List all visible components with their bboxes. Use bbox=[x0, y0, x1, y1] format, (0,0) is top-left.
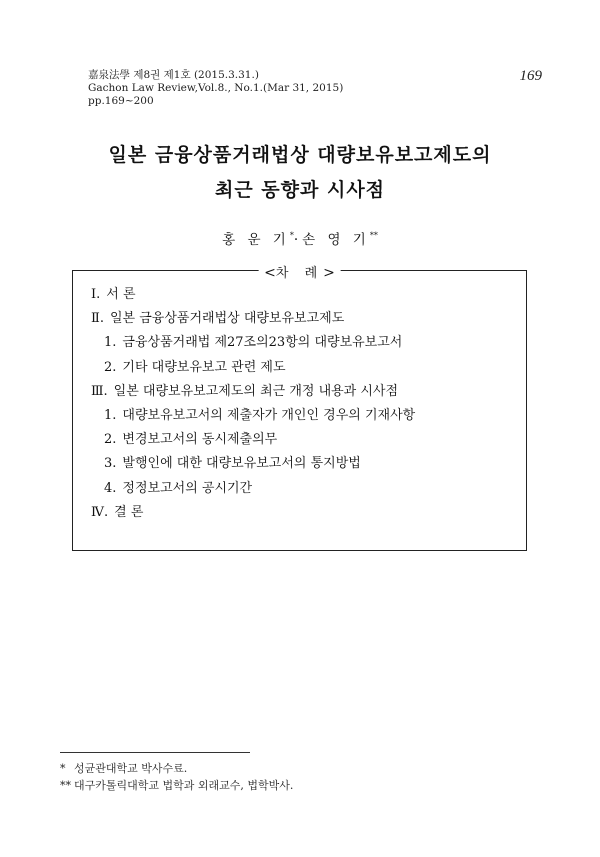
journal-korean: 嘉泉法學 제8권 제1호 (2015.3.31.) bbox=[88, 69, 259, 81]
toc-item-section-2-1[interactable] bbox=[73, 331, 526, 355]
toc-item-number: Ⅱ. bbox=[91, 311, 104, 327]
toc-item-label: 일본 대량보유보고제도의 최근 개정 내용과 시사점 bbox=[113, 383, 399, 399]
toc-bracket-left: < bbox=[264, 265, 276, 281]
toc-item-label: 결 론 bbox=[114, 504, 144, 520]
toc-item-label: 기타 대량보유보고 관련 제도 bbox=[122, 359, 286, 375]
toc-item-number: Ⅳ. bbox=[91, 504, 109, 520]
toc-item-number: 2. bbox=[104, 359, 117, 375]
footnote-mark: ** bbox=[60, 779, 71, 792]
toc-item-number: 2. bbox=[104, 432, 117, 448]
toc-item-label: 일본 금융상품거래법상 대량보유보고제도 bbox=[109, 311, 345, 327]
toc-item-number: 4. bbox=[104, 480, 117, 496]
toc-title-text: 차 례 bbox=[275, 266, 324, 281]
toc-item-section-3-4[interactable] bbox=[73, 477, 526, 501]
toc-heading bbox=[258, 262, 341, 281]
toc-item-label: 정정보고서의 공시기간 bbox=[122, 480, 253, 496]
toc-item-number: 1. bbox=[104, 407, 117, 423]
article-title-line1: 일본 금융상품거래법상 대량보유보고제도의 bbox=[108, 144, 492, 166]
footnote-text: 대구카톨릭대학교 법학과 외래교수, 법학박사. bbox=[74, 779, 294, 792]
page-number: 169 bbox=[519, 68, 542, 84]
toc-item-label: 대량보유보고서의 제출자가 개인인 경우의 기재사항 bbox=[122, 407, 416, 423]
toc-bracket-right: > bbox=[323, 265, 335, 281]
toc-item-section-3-1[interactable] bbox=[73, 404, 526, 428]
toc-item-label: 금융상품거래법 제27조의23항의 대량보유보고서 bbox=[122, 335, 403, 351]
journal-pages: pp.169~200 bbox=[88, 95, 154, 107]
article-title-line2: 최근 동향과 시사점 bbox=[214, 179, 386, 201]
journal-info bbox=[88, 69, 343, 108]
toc-item-label: 변경보고서의 동시제출의무 bbox=[122, 432, 278, 448]
toc-item-number: Ⅰ. bbox=[91, 287, 101, 302]
toc-item-label: 발행인에 대한 대량보유보고서의 통지방법 bbox=[122, 456, 361, 472]
toc-item-intro[interactable] bbox=[73, 283, 526, 307]
author-separator: · bbox=[293, 232, 303, 248]
footnote-divider bbox=[60, 752, 250, 753]
author-son-footnote-mark[interactable]: ** bbox=[369, 230, 378, 240]
authors bbox=[0, 228, 600, 248]
journal-english: Gachon Law Review,Vol.8., No.1.(Mar 31, 2015) bbox=[88, 82, 344, 94]
footnote-1 bbox=[60, 760, 293, 777]
toc-item-conclusion[interactable] bbox=[73, 501, 526, 525]
toc-item-section-3[interactable] bbox=[73, 380, 526, 404]
toc-item-label: 서 론 bbox=[106, 287, 136, 302]
author-hong: 홍 운 기 bbox=[222, 232, 290, 248]
footnote-text: 성균관대학교 박사수료. bbox=[74, 762, 188, 775]
toc-item-section-2[interactable] bbox=[73, 307, 526, 331]
footnote-mark: * bbox=[60, 762, 66, 775]
toc-item-section-3-3[interactable] bbox=[73, 452, 526, 476]
author-hong-footnote-mark[interactable]: * bbox=[289, 230, 294, 240]
footnotes bbox=[60, 760, 293, 794]
table-of-contents bbox=[72, 265, 527, 551]
toc-item-number: 1. bbox=[104, 335, 117, 351]
toc-item-number: 3. bbox=[104, 456, 117, 472]
toc-list bbox=[73, 283, 526, 525]
toc-item-number: Ⅲ. bbox=[91, 383, 108, 399]
author-son: 손 영 기 bbox=[302, 232, 370, 248]
footnote-2 bbox=[60, 777, 293, 794]
toc-item-section-2-2[interactable] bbox=[73, 356, 526, 380]
toc-item-section-3-2[interactable] bbox=[73, 428, 526, 452]
